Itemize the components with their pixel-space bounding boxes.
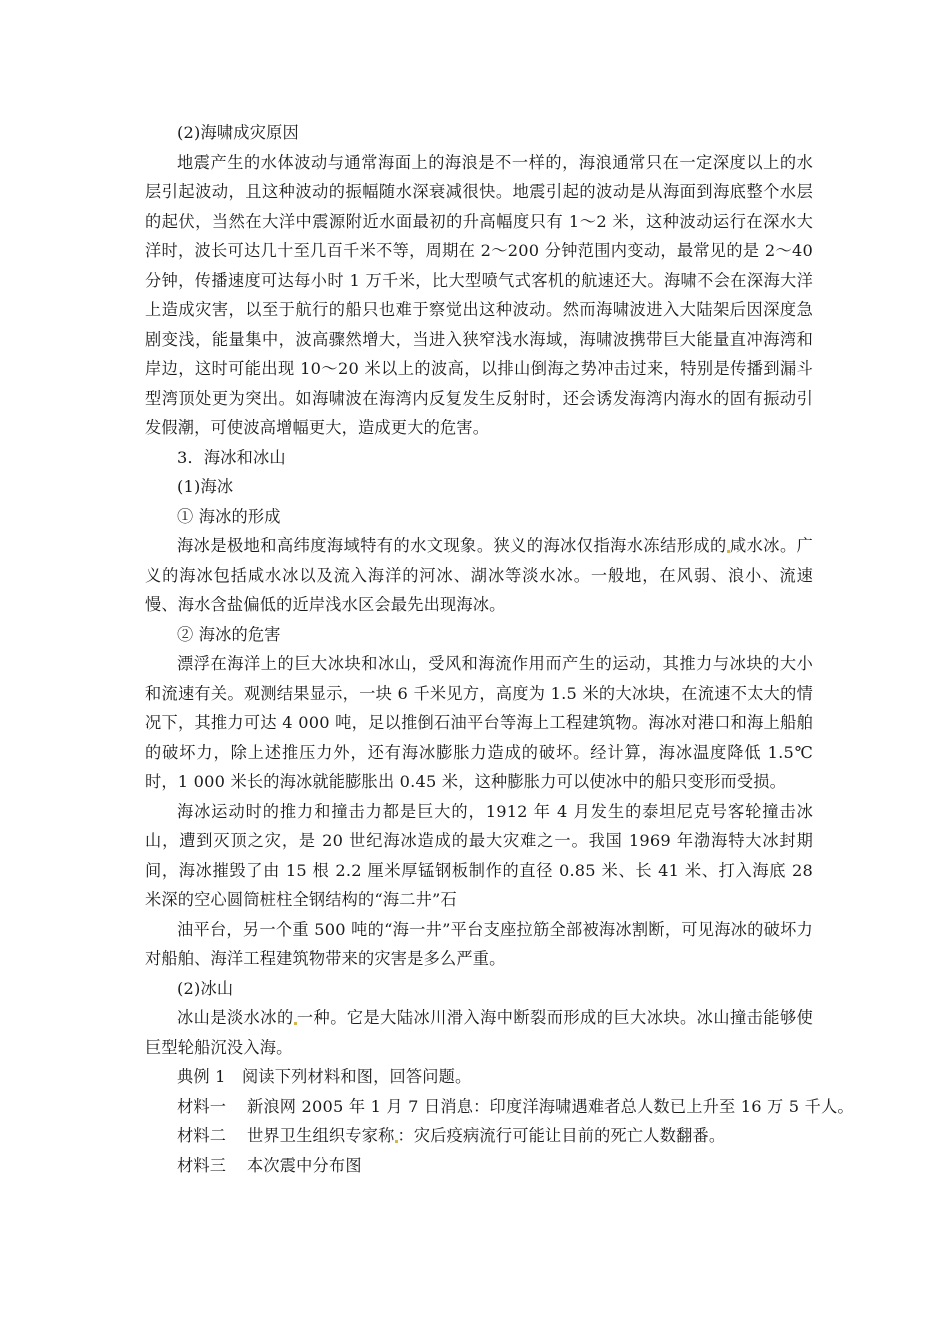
- section-heading-tsunami-cause: (2)海啸成灾原因: [177, 123, 299, 142]
- iceberg-paragraph: [145, 1003, 813, 1062]
- material-label: 材料一: [177, 1096, 227, 1116]
- material-two: [145, 1121, 813, 1151]
- formation-paragraph: [145, 531, 813, 620]
- material-one: [145, 1092, 854, 1122]
- section-heading-sea-ice: (1)海冰: [177, 477, 234, 496]
- iceberg-text-b: 一种。它是大陆冰川滑入海中断裂而形成的巨大冰块。冰山撞击能够使巨型轮船沉没入海。: [145, 1008, 813, 1057]
- material-text: 本次震中分布图: [247, 1155, 362, 1175]
- formation-text-b: 咸水冰。广义的海冰包括咸水冰以及流入海洋的河冰、湖冰等淡水冰。一般地，在风弱、浪小、流速慢、海水含盐偏低的近岸浅水区会最先出现海冰。: [145, 536, 813, 614]
- example-intro: 典例 1 阅读下列材料和图，回答问题。: [177, 1067, 472, 1086]
- tsunami-cause-paragraph: 地震产生的水体波动与通常海面上的海浪是不一样的，海浪通常只在一定深度以上的水层引起波动，且这种波动的振幅随水深衰减很快。地震引起的波动是从海面到海底整个水层的起伏，当然在大洋中震源附近水面最初的升高幅度只有 1～2 米，这种波动运行在深水大洋时，波长可达几十至几百千米不等，周期在 2～200 分钟范围内变动，最常见的是 2～40 分钟，传播速度可达每小时 1 万千米，比大型喷气式客机的航速还大。海啸不会在深海大洋上造成灾害，以至于航行的船只也难于察觉出这种波动。然而海啸波进入大陆架后因深度急剧变浅，能量集中，波高骤然增大，当进入狭窄浅水海域，海啸波携带巨大能量直冲海湾和岸边，这时可能出现 10～20 米以上的波高，以排山倒海之势冲击过来，特别是传播到漏斗型湾顶处更为突出。如海啸波在海湾内反复发生反射时，还会诱发海湾内海水的固有振动引发假潮，可使波高增幅更大，造成更大的危害。: [145, 152, 813, 437]
- material-label: 材料二: [177, 1126, 227, 1145]
- material-text: 新浪网 2005 年 1 月 7 日消息：印度洋海啸遇难者总人数已上升至 16 万 5 千人。: [247, 1096, 854, 1116]
- iceberg-text-a: 冰山是淡水冰的: [177, 1008, 294, 1027]
- section-heading-hazard: ② 海冰的危害: [177, 624, 281, 644]
- material-label: 材料三: [177, 1155, 227, 1175]
- platform-paragraph: 油平台，另一个重 500 吨的“海一井”平台支座拉筋全部被海冰割断，可见海冰的破坏力对船舶、海洋工程建筑物带来的灾害是多么严重。: [145, 919, 813, 968]
- document-page: [145, 118, 854, 1180]
- formation-text-a: 海冰是极地和高纬度海域特有的水文现象。狭义的海冰仅指海水冻结形成的: [177, 536, 727, 555]
- material-text-b: ：灾后疫病流行可能让目前的死亡人数翻番。: [397, 1126, 726, 1145]
- material-three: [145, 1151, 813, 1181]
- material-text-a: 世界卫生组织专家称: [247, 1126, 395, 1145]
- section-heading-iceberg: (2)冰山: [177, 978, 234, 998]
- section-heading-sea-ice-iceberg: 3．海冰和冰山: [177, 447, 286, 467]
- hazard-paragraph: 漂浮在海洋上的巨大冰块和冰山，受风和海流作用而产生的运动，其推力与冰块的大小和流速有关。观测结果显示，一块 6 千米见方，高度为 1.5 米的大冰块，在流速不太大的情况下，其推力可达 4 000 吨，足以推倒石油平台等海上工程建筑物。海冰对港口和海上船舶的破坏力，除上述推压力外，还有海冰膨胀力造成的破坏。经计算，海冰温度降低 1.5℃时，1 000 米长的海冰就能膨胀出 0.45 米，这种膨胀力可以使冰中的船只变形而受损。: [145, 654, 813, 791]
- impact-paragraph: 海冰运动时的推力和撞击力都是巨大的，1912 年 4 月发生的泰坦尼克号客轮撞击冰山，遭到灭顶之灾，是 20 世纪海冰造成的最大灾难之一。我国 1969 年渤海特大冰封期间，海冰摧毁了由 15 根 2.2 厘米厚锰钢板制作的直径 0.85 米、长 41 米、打入海底 28 米深的空心圆筒桩柱全钢结构的“海二井”石: [145, 801, 813, 909]
- section-heading-formation: ① 海冰的形成: [177, 506, 281, 526]
